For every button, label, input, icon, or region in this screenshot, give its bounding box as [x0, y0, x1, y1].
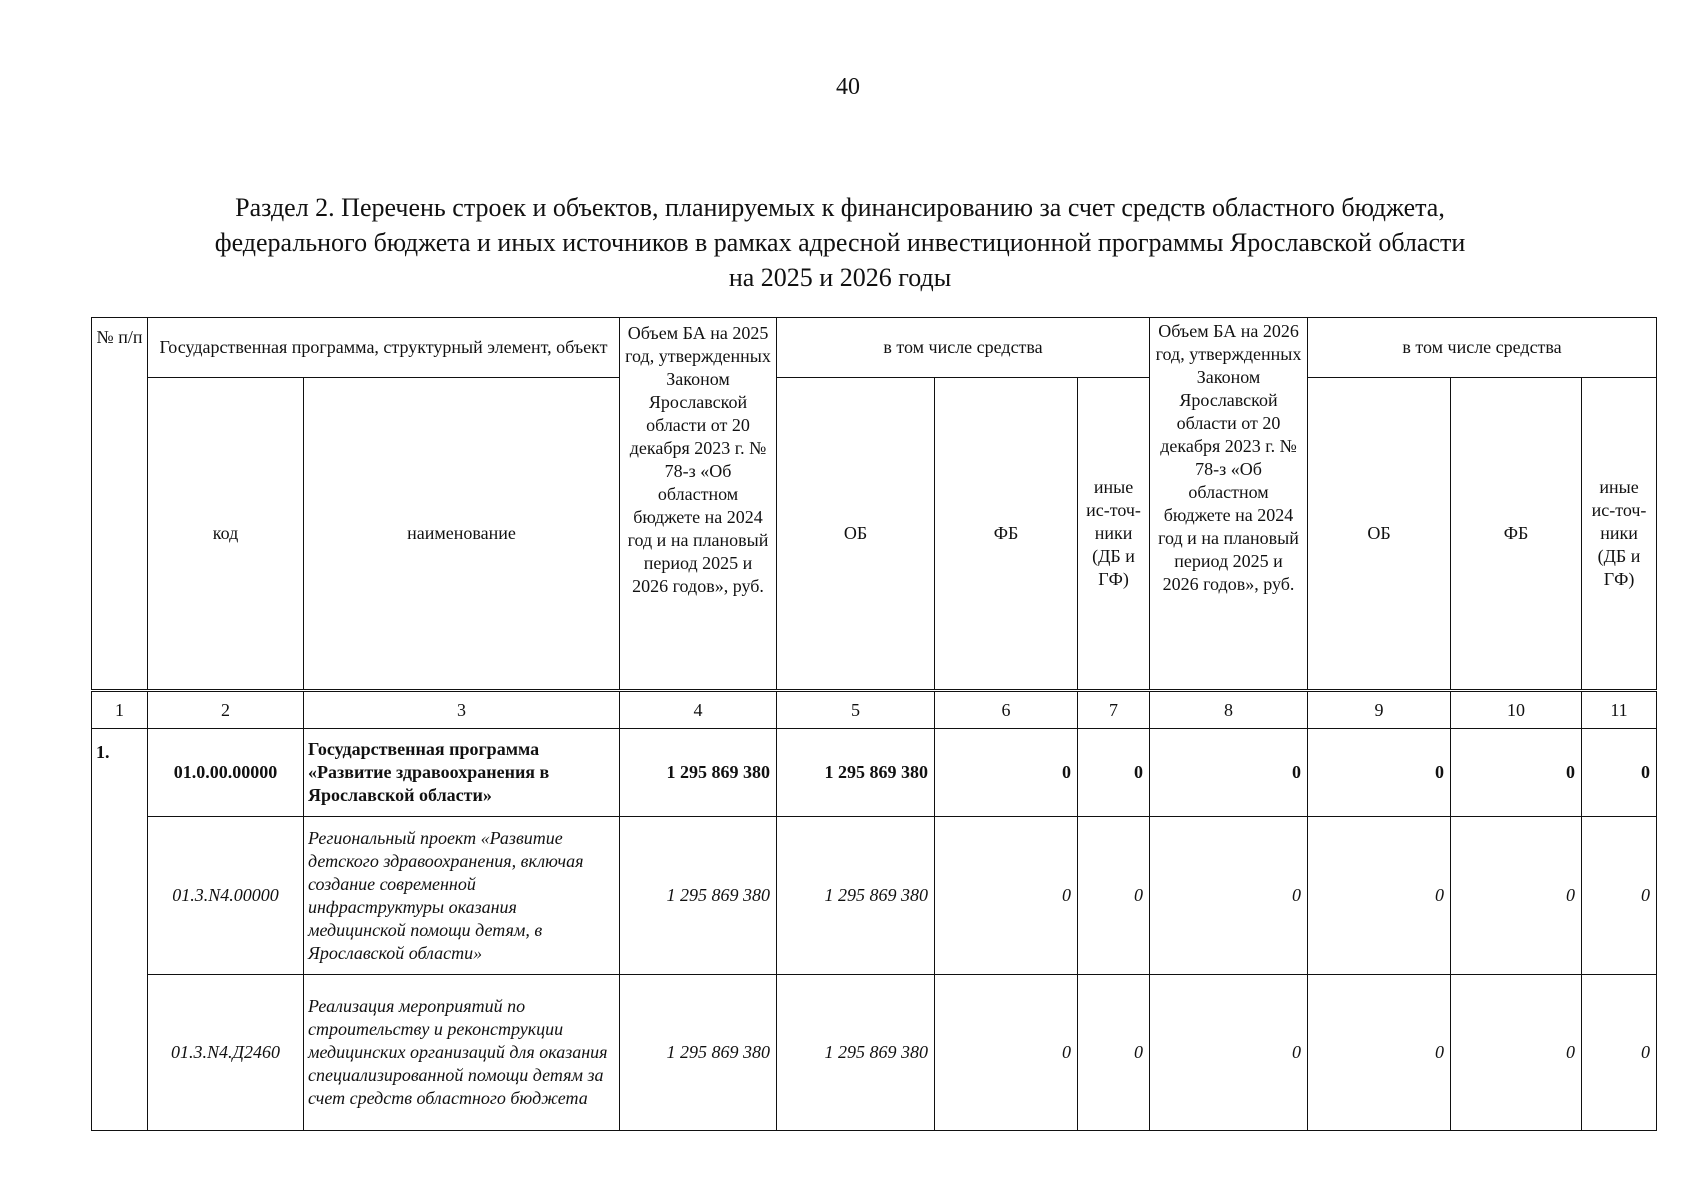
- row-other-2026: 0: [1582, 817, 1657, 975]
- row-ob-2026: 0: [1308, 975, 1451, 1131]
- row-ba-2026: 0: [1150, 729, 1308, 817]
- page-number: 40: [836, 74, 860, 100]
- header-num: № п/п: [92, 318, 148, 691]
- section-title-line-1: Раздел 2. Перечень строек и объектов, планируемых к финансированию за счет средств областного бюджета,: [235, 193, 1445, 222]
- column-number: 11: [1582, 691, 1657, 729]
- column-numbers-row: [92, 691, 1657, 729]
- header-ob-2026: ОБ: [1308, 378, 1451, 691]
- column-number: 4: [620, 691, 777, 729]
- row-other-2025: 0: [1078, 817, 1150, 975]
- row-ba-2025: 1 295 869 380: [620, 817, 777, 975]
- row-fb-2025: 0: [935, 729, 1078, 817]
- row-ob-2025: 1 295 869 380: [777, 975, 935, 1131]
- column-number: 8: [1150, 691, 1308, 729]
- row-other-2026: 0: [1582, 975, 1657, 1131]
- row-fb-2026: 0: [1451, 729, 1582, 817]
- header-ba-2026: Объем БА на 2026 год, утвержденных Законом Ярославской области от 20 декабря 2023 г. № 78-з «Об областном бюджете на 2024 год и на плановый период 2025 и 2026 годов», руб.: [1150, 318, 1308, 691]
- row-ba-2025: 1 295 869 380: [620, 729, 777, 817]
- header-other-2026: иные ис-точ-ники (ДБ и ГФ): [1582, 378, 1657, 691]
- row-num: 1.: [92, 729, 148, 1131]
- row-ba-2025: 1 295 869 380: [620, 975, 777, 1131]
- row-name: Реализация мероприятий по строительству и реконструкции медицинских организаций для оказания специализированной помощи детям за счет средств областного бюджета: [304, 975, 620, 1131]
- row-ob-2025: 1 295 869 380: [777, 817, 935, 975]
- column-number: 3: [304, 691, 620, 729]
- column-number: 7: [1078, 691, 1150, 729]
- table-row: [92, 975, 1657, 1131]
- header-row-2: [92, 378, 1657, 691]
- row-fb-2025: 0: [935, 817, 1078, 975]
- header-name: наименование: [304, 378, 620, 691]
- row-other-2026: 0: [1582, 729, 1657, 817]
- column-number: 9: [1308, 691, 1451, 729]
- header-row-1: [92, 318, 1657, 378]
- header-ob-2025: ОБ: [777, 378, 935, 691]
- column-number: 2: [148, 691, 304, 729]
- row-fb-2025: 0: [935, 975, 1078, 1131]
- row-ba-2026: 0: [1150, 817, 1308, 975]
- header-ba-2025: Объем БА на 2025 год, утвержденных Законом Ярославской области от 20 декабря 2023 г. № 78-з «Об областном бюджете на 2024 год и на плановый период 2025 и 2026 годов», руб.: [620, 318, 777, 691]
- investment-table: [91, 317, 1657, 1131]
- header-fb-2026: ФБ: [1451, 378, 1582, 691]
- table-row: [92, 817, 1657, 975]
- row-code: 01.3.N4.00000: [148, 817, 304, 975]
- row-other-2025: 0: [1078, 975, 1150, 1131]
- row-name: Региональный проект «Развитие детского здравоохранения, включая создание современной инфраструктуры оказания медицинской помощи детям, в Ярославской области»: [304, 817, 620, 975]
- header-incl-2025: в том числе средства: [777, 318, 1150, 378]
- header-other-2025: иные ис-точ-ники (ДБ и ГФ): [1078, 378, 1150, 691]
- row-fb-2026: 0: [1451, 817, 1582, 975]
- row-ob-2026: 0: [1308, 729, 1451, 817]
- row-ob-2026: 0: [1308, 817, 1451, 975]
- section-title-line-3: на 2025 и 2026 годы: [728, 263, 952, 292]
- row-ob-2025: 1 295 869 380: [777, 729, 935, 817]
- row-code: 01.3.N4.Д2460: [148, 975, 304, 1131]
- row-other-2025: 0: [1078, 729, 1150, 817]
- row-code: 01.0.00.00000: [148, 729, 304, 817]
- section-title: [140, 190, 1540, 295]
- section-title-line-2: федерального бюджета и иных источников в рамках адресной инвестиционной программы Ярославской области: [214, 228, 1466, 257]
- row-ba-2026: 0: [1150, 975, 1308, 1131]
- header-fb-2025: ФБ: [935, 378, 1078, 691]
- column-number: 1: [92, 691, 148, 729]
- column-number: 5: [777, 691, 935, 729]
- row-name: Государственная программа «Развитие здравоохранения в Ярославской области»: [304, 729, 620, 817]
- header-code: код: [148, 378, 304, 691]
- header-program: Государственная программа, структурный элемент, объект: [148, 318, 620, 378]
- header-incl-2026: в том числе средства: [1308, 318, 1657, 378]
- column-number: 10: [1451, 691, 1582, 729]
- column-number: 6: [935, 691, 1078, 729]
- table-row: [92, 729, 1657, 817]
- row-fb-2026: 0: [1451, 975, 1582, 1131]
